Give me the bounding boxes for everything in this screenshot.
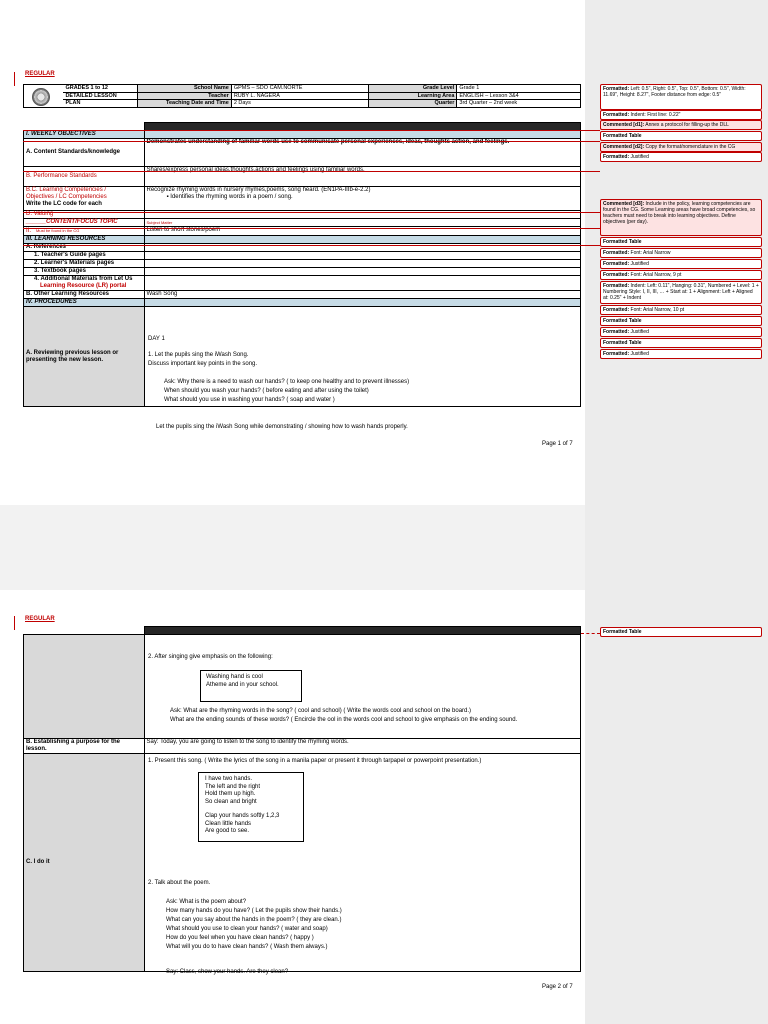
comment-balloon[interactable]: Commented [d2]: Copy the format/nomenclature in the CG: [600, 142, 762, 152]
comment-balloon[interactable]: Commented [d1]: Annex a protocol for filling-up the DLL: [600, 120, 762, 130]
comment-balloon[interactable]: Formatted Table: [600, 338, 762, 348]
learning-area-value[interactable]: ENGLISH – Lesson 3&4: [457, 92, 581, 100]
purpose-label: B. Establishing a purpose for the lesson.: [24, 739, 145, 754]
comment-balloon[interactable]: Formatted Table: [600, 131, 762, 141]
subject-label: II. Must be found in the CG: [24, 227, 145, 236]
comment-balloon[interactable]: Formatted Table: [600, 316, 762, 326]
ask-line: What are the ending sounds of these words? ( Encircle the ool in the words cool and school to give emphasis on the ending sound.: [170, 717, 518, 723]
school-value[interactable]: GPMS – SDO CAM.NORTE: [231, 85, 368, 93]
learning-competencies-label: B.C. Learning Competencies / Objectives / LC Competencies Write the LC code for each: [24, 187, 145, 211]
references-label: A. References: [24, 244, 145, 252]
learning-competencies-value[interactable]: Recognize rhyming words in nursery rhymes,poems, song heard. (EN1PA-IIIb-e-2.2) ▪ Identifies the rhyming words in a poem / song.: [144, 187, 581, 211]
talk-poem-text: 2. Talk about the poem.: [148, 880, 211, 886]
step-2-text: 2. After singing give emphasis on the following:: [148, 654, 273, 660]
comment-balloon[interactable]: Formatted: Left: 0.5", Right: 0.5", Top: 0.5", Bottom: 0.5", Width: 11.69", Height: 8.27", Footer distance from edge: 0.5": [600, 84, 762, 110]
day-header-bar: [144, 627, 581, 635]
page-number: Page 2 of 7: [542, 984, 573, 990]
comment-balloon[interactable]: Commented [d3]: Include in the policy, learning competencies are found in the CG. Some Learning areas have broad competencies, so teachers must need to break into learning objectives. Define objectives (per day).: [600, 199, 762, 236]
content-standards-label: A. Content Standards/knowledge: [24, 139, 145, 167]
day-label: DAY 1: [148, 336, 165, 342]
comment-balloon[interactable]: Formatted: Indent: Left: 0.11", Hanging: 0.31", Numbered + Level: 1 + Numbering Style: I, II, III, … + Start at: 1 + Alignment: Left + Aligned at: 0.25" + Indent: [600, 281, 762, 304]
comment-balloon[interactable]: Formatted: Font: Arial Narrow: [600, 248, 762, 258]
other-resources-value[interactable]: Wash Song: [144, 291, 581, 299]
school-label: School Name: [137, 85, 231, 93]
learning-resources-label: III. LEARNING RESOURCES: [24, 236, 145, 244]
comment-balloon[interactable]: Formatted: Indent: First line: 0.22": [600, 110, 762, 120]
present-song-text: 1. Present this song. ( Write the lyrics of the song in a manila paper or present it through tarpapel or powerpoint presentation.): [148, 758, 482, 764]
ask-line: What should you use to clean your hands? ( water and soap): [166, 926, 328, 932]
rhyme-box: Washing hand is cool Atheme and in your school.: [200, 670, 302, 702]
procedure-line: Discuss important key points in the song.: [148, 361, 258, 367]
regular-label: REGULAR: [25, 616, 55, 622]
ask-line: How do you feel when you have clean hands? ( happy ): [166, 935, 314, 941]
grade-level-value[interactable]: Grade 1: [457, 85, 581, 93]
i-do-it-label: C. I do it: [24, 754, 145, 972]
teacher-value[interactable]: RUBY L. NAGERA: [231, 92, 368, 100]
learners-materials-label: 2. Learner's Materials pages: [24, 260, 145, 268]
plan-title-2: PLAN: [63, 100, 137, 108]
teachers-guide-label: 1. Teacher's Guide pages: [24, 252, 145, 260]
ask-line: How many hands do you have? ( Let the pupils show their hands.): [166, 908, 342, 914]
learning-area-label: Learning Area: [369, 92, 457, 100]
content-standards-value[interactable]: Demonstrates understanding of familiar words use to communicate personal experiences, ideas, thoughts action, and feelings.: [144, 139, 581, 167]
performance-standards-value[interactable]: Shares/express personal ideas,thoughts,actions and feelings using familiar words.: [144, 167, 581, 187]
ask-line: Ask: What are the rhyming words in the song? ( cool and school) ( Write the words cool and school on the board.): [170, 708, 472, 714]
comment-balloon[interactable]: Formatted Table: [600, 237, 762, 247]
say-line: Say: Class, show your hands. Are they clean?: [166, 969, 289, 975]
poem-box: I have two hands. The left and the right Hold them up high. So clean and bright Clap your hands softly 1,2,3 Clean little hands Are good to see.: [198, 772, 304, 842]
comment-balloon[interactable]: Formatted: Font: Arial Narrow, 10 pt: [600, 305, 762, 315]
dlp-table-page-1: [23, 122, 581, 407]
grade-level-label: Grade Level: [369, 85, 457, 93]
ask-line: Ask: What is the poem about?: [166, 899, 247, 905]
date-value[interactable]: 2 Days: [231, 100, 368, 108]
purpose-value[interactable]: Say: Today, you are going to listen to the song to identify the rhyming words.: [144, 739, 581, 754]
textbook-pages-label: 3. Textbook pages: [24, 268, 145, 276]
subject-matter-note: Subject Matter: [144, 219, 581, 227]
comment-balloon[interactable]: Formatted: Justified: [600, 349, 762, 359]
comment-balloon[interactable]: Formatted: Justified: [600, 152, 762, 162]
performance-standards-label: B. Performance Standards: [24, 167, 145, 187]
comment-balloon[interactable]: Formatted: Font: Arial Narrow, 9 pt: [600, 270, 762, 280]
header-table: [23, 84, 581, 108]
content-focus-label: ______CONTENT/FOCUS TOPIC: [24, 219, 145, 227]
page-number: Page 1 of 7: [542, 441, 573, 447]
page-2: [0, 590, 585, 1024]
regular-label: REGULAR: [25, 71, 55, 77]
ask-line: What can you say about the hands in the poem? ( they are clean.): [166, 917, 342, 923]
quarter-value[interactable]: 3rd Quarter – 2nd week: [457, 100, 581, 108]
quarter-label: Quarter: [369, 100, 457, 108]
valuing-label: D. Valuing: [24, 211, 145, 219]
procedure-line: What should you use in washing your hands? ( soap and water ): [164, 397, 335, 403]
procedure-line: Let the pupils sing the iWash Song while demonstrating / showing how to wash hands properly.: [156, 424, 408, 430]
page-1: [0, 0, 585, 505]
teacher-label: Teacher: [137, 92, 231, 100]
objectives-label: I. WEEKLY OBJECTIVES: [24, 131, 145, 139]
reviewing-lesson-label: A. Reviewing previous lesson or presenting the new lesson.: [24, 307, 145, 407]
grades-label: GRADES 1 to 12: [63, 85, 137, 93]
subject-value[interactable]: Listen to short stories/poem: [144, 227, 581, 236]
ask-line: What will you do to have clean hands? ( Wash them always.): [166, 944, 328, 950]
procedure-line: 1. Let the pupils sing the iWash Song.: [148, 352, 249, 358]
comment-balloon[interactable]: Formatted: Justified: [600, 327, 762, 337]
other-resources-label: B. Other Learning Resources: [24, 291, 145, 299]
comment-balloon[interactable]: Formatted: Justified: [600, 259, 762, 269]
comment-balloon[interactable]: Formatted Table: [600, 627, 762, 637]
plan-title-1: DETAILED LESSON: [63, 92, 137, 100]
procedures-label: IV. PROCEDURES: [24, 299, 145, 307]
procedure-line: Ask: Why there is a need to wash our hands? ( to keep one healthy and to prevent illnesses): [164, 379, 410, 385]
date-label: Teaching Date and Time: [137, 100, 231, 108]
deped-seal-icon: [32, 88, 50, 106]
additional-materials-label: 4. Additional Materials from Let Us Learning Resource (LR) portal: [24, 276, 145, 291]
procedure-line: When should you wash your hands? ( before eating and after using the toilet): [164, 388, 369, 394]
